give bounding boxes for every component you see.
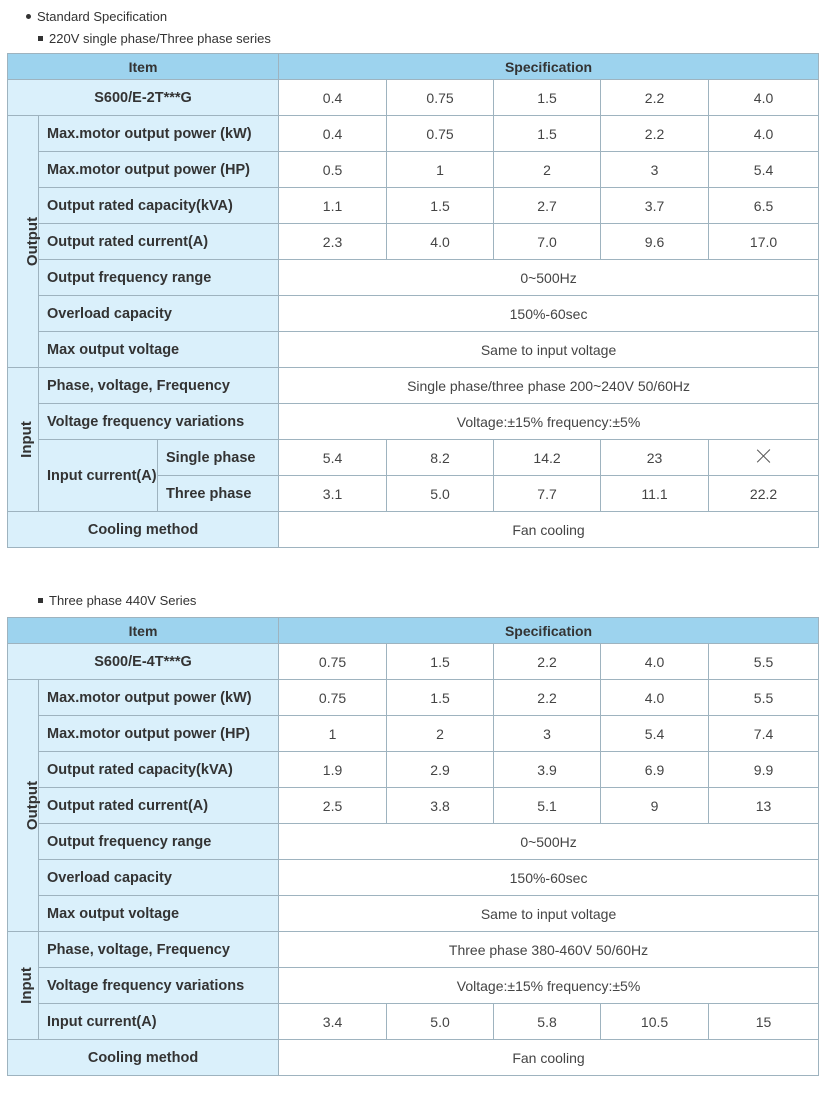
cell: 4.0: [387, 224, 494, 260]
table-row: [8, 716, 819, 752]
cell: 0.75: [279, 680, 387, 716]
section-heading-text: Standard Specification: [37, 9, 168, 24]
cell: 15: [709, 1004, 819, 1040]
cross-icon: [757, 449, 771, 463]
cell: 5.5: [709, 680, 819, 716]
table-row: [8, 440, 819, 476]
cell: 0.4: [279, 116, 387, 152]
row-label: Voltage frequency variations: [39, 404, 279, 440]
cell: 10.5: [601, 1004, 709, 1040]
cell: 14.2: [494, 440, 601, 476]
table-row: [8, 188, 819, 224]
row-label: Max output voltage: [39, 896, 279, 932]
model-row: [8, 80, 819, 116]
table-row: [8, 116, 819, 152]
model-value: 2.2: [494, 644, 601, 680]
header-spec: Specification: [279, 618, 819, 644]
header-spec: Specification: [279, 54, 819, 80]
merged-cell: 150%-60sec: [279, 296, 819, 332]
merged-cell: Same to input voltage: [279, 332, 819, 368]
cell: 2.7: [494, 188, 601, 224]
series1-title: 220V single phase/Three phase series: [49, 31, 271, 46]
model-value: 1.5: [387, 644, 494, 680]
cell: 9.6: [601, 224, 709, 260]
model-label: S600/E-4T***G: [8, 644, 279, 680]
table-row: [8, 332, 819, 368]
table-row: [8, 224, 819, 260]
cell: 8.2: [387, 440, 494, 476]
table-row: [8, 896, 819, 932]
table-row: [8, 152, 819, 188]
row-label: Max output voltage: [39, 332, 279, 368]
cell: 3: [601, 152, 709, 188]
cell: 5.0: [387, 1004, 494, 1040]
row-label: Max.motor output power (HP): [39, 716, 279, 752]
row-label: Overload capacity: [39, 296, 279, 332]
series2-title: Three phase 440V Series: [49, 593, 197, 608]
table-header-row: [8, 54, 819, 80]
row-label: Output frequency range: [39, 260, 279, 296]
cell: 5.0: [387, 476, 494, 512]
cell: 3.1: [279, 476, 387, 512]
table-row: [8, 404, 819, 440]
table-row: [8, 680, 819, 716]
row-label: Max.motor output power (kW): [39, 680, 279, 716]
row-label: Overload capacity: [39, 860, 279, 896]
model-value: 0.75: [387, 80, 494, 116]
row-label: Voltage frequency variations: [39, 968, 279, 1004]
model-value: 2.2: [601, 80, 709, 116]
cell: 3.7: [601, 188, 709, 224]
row-label: Phase, voltage, Frequency: [39, 368, 279, 404]
cell: 9.9: [709, 752, 819, 788]
row-label: Output rated capacity(kVA): [39, 188, 279, 224]
table-row: [8, 368, 819, 404]
table-row: [8, 968, 819, 1004]
merged-cell: Same to input voltage: [279, 896, 819, 932]
table-row: [8, 512, 819, 548]
model-value: 4.0: [709, 80, 819, 116]
table-row: [8, 296, 819, 332]
sub-label: Three phase: [158, 476, 279, 512]
square-bullet-icon: [38, 36, 43, 41]
cell: 23: [601, 440, 709, 476]
cell: 5.4: [709, 152, 819, 188]
input-group: Input: [8, 932, 39, 1040]
cell: 13: [709, 788, 819, 824]
cell: 3.4: [279, 1004, 387, 1040]
cell: 9: [601, 788, 709, 824]
cell: 1.5: [494, 116, 601, 152]
cell: 1.5: [387, 680, 494, 716]
cell: 6.9: [601, 752, 709, 788]
row-label: Max.motor output power (kW): [39, 116, 279, 152]
merged-cell: Three phase 380-460V 50/60Hz: [279, 932, 819, 968]
merged-cell: Fan cooling: [279, 1040, 819, 1076]
merged-cell: Fan cooling: [279, 512, 819, 548]
row-label: Output rated capacity(kVA): [39, 752, 279, 788]
header-item: Item: [8, 618, 279, 644]
model-label: S600/E-2T***G: [8, 80, 279, 116]
row-label: Output frequency range: [39, 824, 279, 860]
merged-cell: Voltage:±15% frequency:±5%: [279, 968, 819, 1004]
cell: 17.0: [709, 224, 819, 260]
table-row: [8, 1040, 819, 1076]
cell: 1: [279, 716, 387, 752]
cell: 2.3: [279, 224, 387, 260]
spec-table-440v: [7, 617, 819, 1076]
row-label: Input current(A): [39, 440, 158, 512]
cell: 1.5: [387, 188, 494, 224]
cell: 11.1: [601, 476, 709, 512]
cell: 5.1: [494, 788, 601, 824]
spec-table-220v: [7, 53, 819, 548]
row-label: Phase, voltage, Frequency: [39, 932, 279, 968]
model-row: [8, 644, 819, 680]
model-value: 0.4: [279, 80, 387, 116]
table-row: [8, 1004, 819, 1040]
cell: 5.4: [601, 716, 709, 752]
cell: [709, 440, 819, 476]
model-value: 5.5: [709, 644, 819, 680]
cell: 0.5: [279, 152, 387, 188]
row-label: Cooling method: [8, 1040, 279, 1076]
table-header-row: [8, 618, 819, 644]
cell: 5.8: [494, 1004, 601, 1040]
input-group: Input: [8, 368, 39, 512]
cell: 2.2: [494, 680, 601, 716]
cell: 7.0: [494, 224, 601, 260]
table-row: [8, 824, 819, 860]
table-row: [8, 860, 819, 896]
bullet-icon: [26, 14, 31, 19]
cell: 6.5: [709, 188, 819, 224]
cell: 2.5: [279, 788, 387, 824]
cell: 2: [494, 152, 601, 188]
header-item: Item: [8, 54, 279, 80]
cell: 3.9: [494, 752, 601, 788]
square-bullet-icon: [38, 598, 43, 603]
cell: 1: [387, 152, 494, 188]
row-label: Cooling method: [8, 512, 279, 548]
cell: 4.0: [709, 116, 819, 152]
cell: 1.1: [279, 188, 387, 224]
model-value: 0.75: [279, 644, 387, 680]
cell: 2.9: [387, 752, 494, 788]
cell: 7.7: [494, 476, 601, 512]
table-row: [8, 788, 819, 824]
table-row: [8, 260, 819, 296]
row-label: Output rated current(A): [39, 224, 279, 260]
output-group: Output: [8, 680, 39, 932]
merged-cell: 0~500Hz: [279, 824, 819, 860]
output-group: Output: [8, 116, 39, 368]
model-value: 1.5: [494, 80, 601, 116]
row-label: Input current(A): [39, 1004, 279, 1040]
series1-heading: [38, 31, 271, 46]
cell: 3.8: [387, 788, 494, 824]
cell: 2: [387, 716, 494, 752]
model-value: 4.0: [601, 644, 709, 680]
sub-label: Single phase: [158, 440, 279, 476]
table-row: [8, 752, 819, 788]
merged-cell: Voltage:±15% frequency:±5%: [279, 404, 819, 440]
cell: 2.2: [601, 116, 709, 152]
merged-cell: 150%-60sec: [279, 860, 819, 896]
cell: 22.2: [709, 476, 819, 512]
table-row: [8, 932, 819, 968]
cell: 3: [494, 716, 601, 752]
cell: 1.9: [279, 752, 387, 788]
row-label: Output rated current(A): [39, 788, 279, 824]
cell: 7.4: [709, 716, 819, 752]
cell: 4.0: [601, 680, 709, 716]
section-heading: [26, 9, 167, 24]
merged-cell: Single phase/three phase 200~240V 50/60Hz: [279, 368, 819, 404]
cell: 0.75: [387, 116, 494, 152]
series2-heading: [38, 593, 196, 608]
row-label: Max.motor output power (HP): [39, 152, 279, 188]
cell: 5.4: [279, 440, 387, 476]
merged-cell: 0~500Hz: [279, 260, 819, 296]
